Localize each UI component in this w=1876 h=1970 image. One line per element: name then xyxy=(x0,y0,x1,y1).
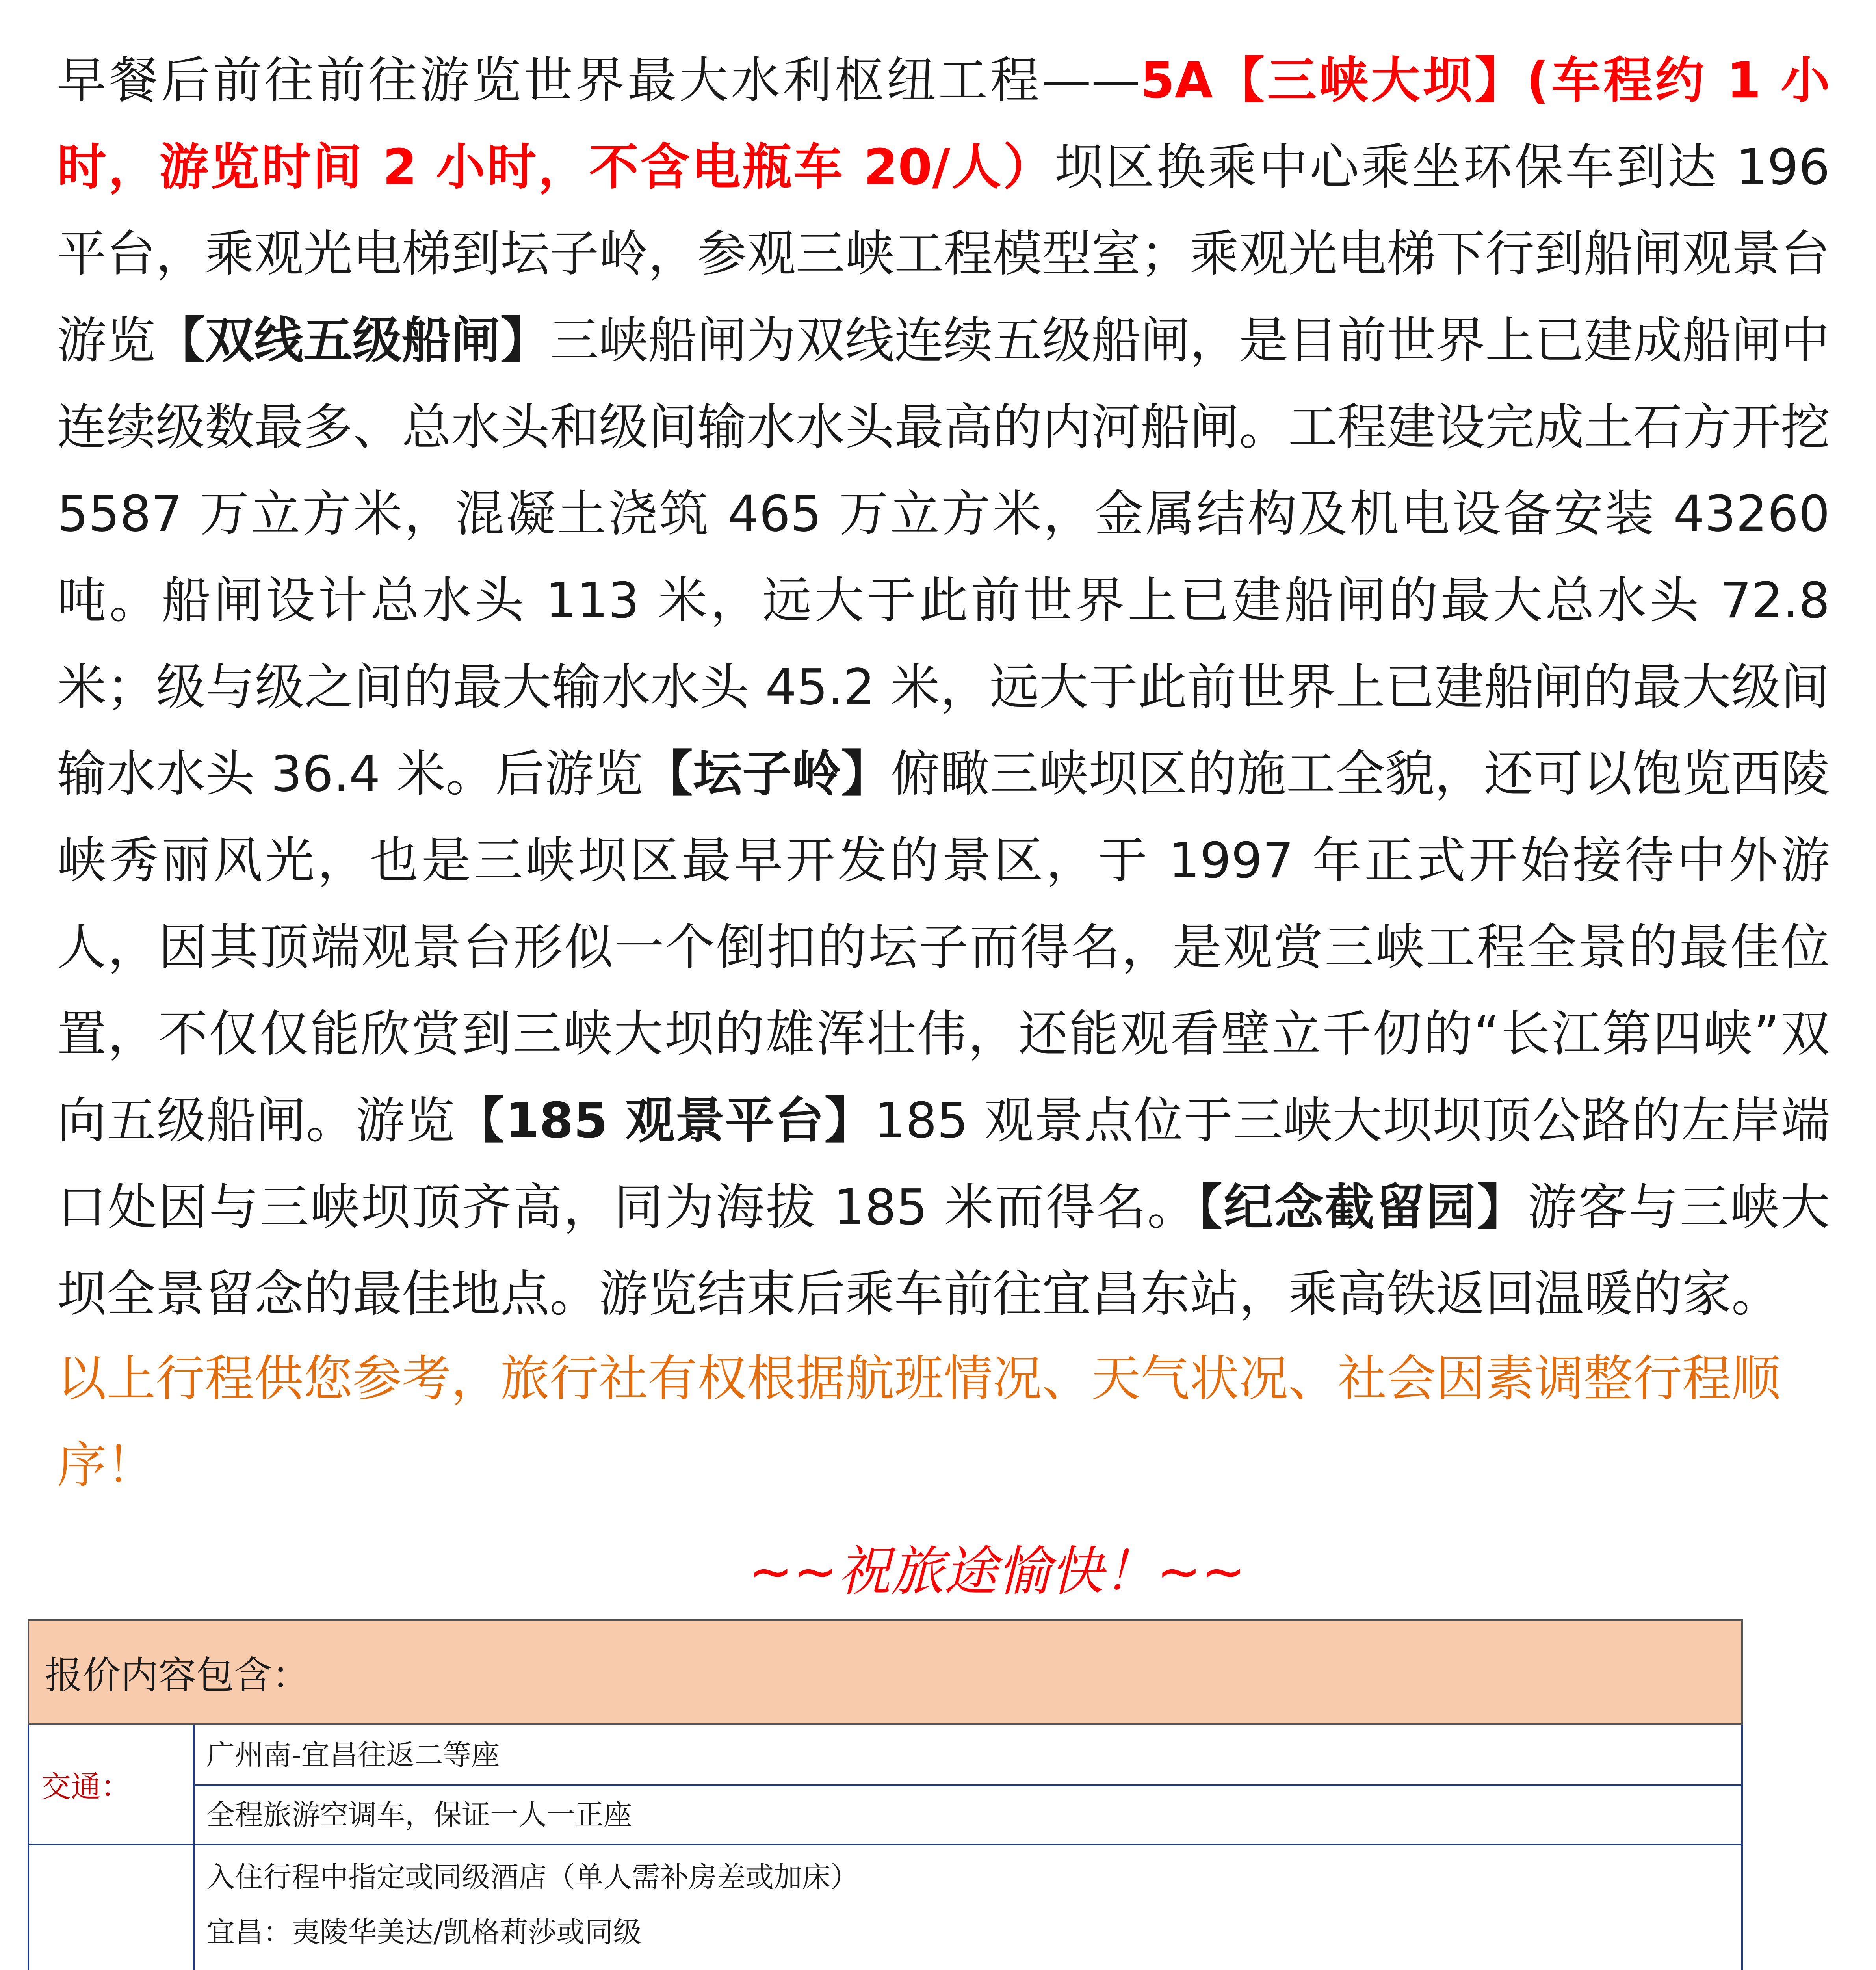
hotel-line: 宜昌：夷陵华美达/凯格莉莎或同级 xyxy=(206,1915,642,1949)
tanziling-title: 【坛子岭】 xyxy=(643,745,891,803)
itinerary-note: 以上行程供您参考，旅行社有权根据航班情况、天气状况、社会因素调整行程顺序！ xyxy=(57,1350,1781,1494)
text-segment: 游客与三峡大坝全景留念的最佳地点。游览结束后乘车前往宜昌东站，乘高铁返回温暖的家。 xyxy=(57,1179,1830,1323)
itinerary-paragraph xyxy=(57,37,1830,1338)
text-segment: 三峡船闸为双线连续五级船闸，是目前世界上已建成船闸中连续级数最多、总水头和级间输水水头最高的内河船闸。工程建设完成土石方开挖 5587 万立方米，混凝土浇筑 465 万立方米，金属结构及机电设备安装 43260 吨。船闸设计总水头 113 米，远大于此前世界上已建船闸的最大总水头 72.8 米；级与级之间的最大输水水头 45.2 米，远大于此前世界上已建船闸的最大级间输水水头 36.4 米。后游览 xyxy=(57,312,1830,803)
text-segment: 185 观景点位于三峡大坝坝顶公路的左岸端口处因与三峡坝顶齐高，同为海拔 185 米而得名。 xyxy=(57,1092,1830,1236)
table-header: 报价内容包含： xyxy=(28,1620,1742,1724)
transport-label: 交通： xyxy=(28,1724,194,1844)
transport-train: 广州南-宜昌往返二等座 xyxy=(194,1724,1742,1785)
ship-lock-title: 【双线五级船闸】 xyxy=(156,312,550,369)
text-segment: 俯瞰三峡坝区的施工全貌，还可以饱览西陵峡秀丽风光，也是三峡坝区最早开发的景区，于 1997 年正式开始接待中外游人，因其顶端观景台形似一个倒扣的坛子而得名，是观赏三峡工程全景的最佳位置，不仅仅能欣赏到三峡大坝的雄浑壮伟，还能观看壁立千仞的“长江第四峡”双向五级船闸。游览 xyxy=(57,745,1830,1149)
text-segment: 坝区换乘中心乘坐环保车到达 196 平台，乘观光电梯到坛子岭，参观三峡工程模型室；乘观光电梯下行到船闸观景台游览 xyxy=(57,139,1830,369)
transport-bus: 全程旅游空调车，保证一人一正座 xyxy=(194,1785,1742,1844)
quote-table xyxy=(28,1619,1743,1970)
farewell-wish: ~~祝旅途愉快！~~ xyxy=(748,1541,1246,1602)
text-segment: 早餐后前往前往游览世界最大水利枢纽工程—— xyxy=(57,52,1140,109)
platform-185-title: 【185 观景平台】 xyxy=(455,1092,875,1149)
hotel-label xyxy=(28,1844,194,1970)
hotel-details xyxy=(194,1844,1742,1970)
table-row xyxy=(28,1844,1742,1970)
table-row xyxy=(28,1724,1742,1785)
table-header-row xyxy=(28,1620,1742,1724)
table-row xyxy=(28,1785,1742,1844)
hotel-line: 入住行程中指定或同级酒店（单人需补房差或加床） xyxy=(206,1860,859,1894)
dam-highlight: 5A【三峡大坝】(车程约 1 小时，游览时间 2 小时，不含电瓶车 20/人） xyxy=(57,52,1830,196)
memorial-garden-title: 【纪念截留园】 xyxy=(1198,1179,1528,1236)
hotel-line xyxy=(206,1960,1729,1970)
